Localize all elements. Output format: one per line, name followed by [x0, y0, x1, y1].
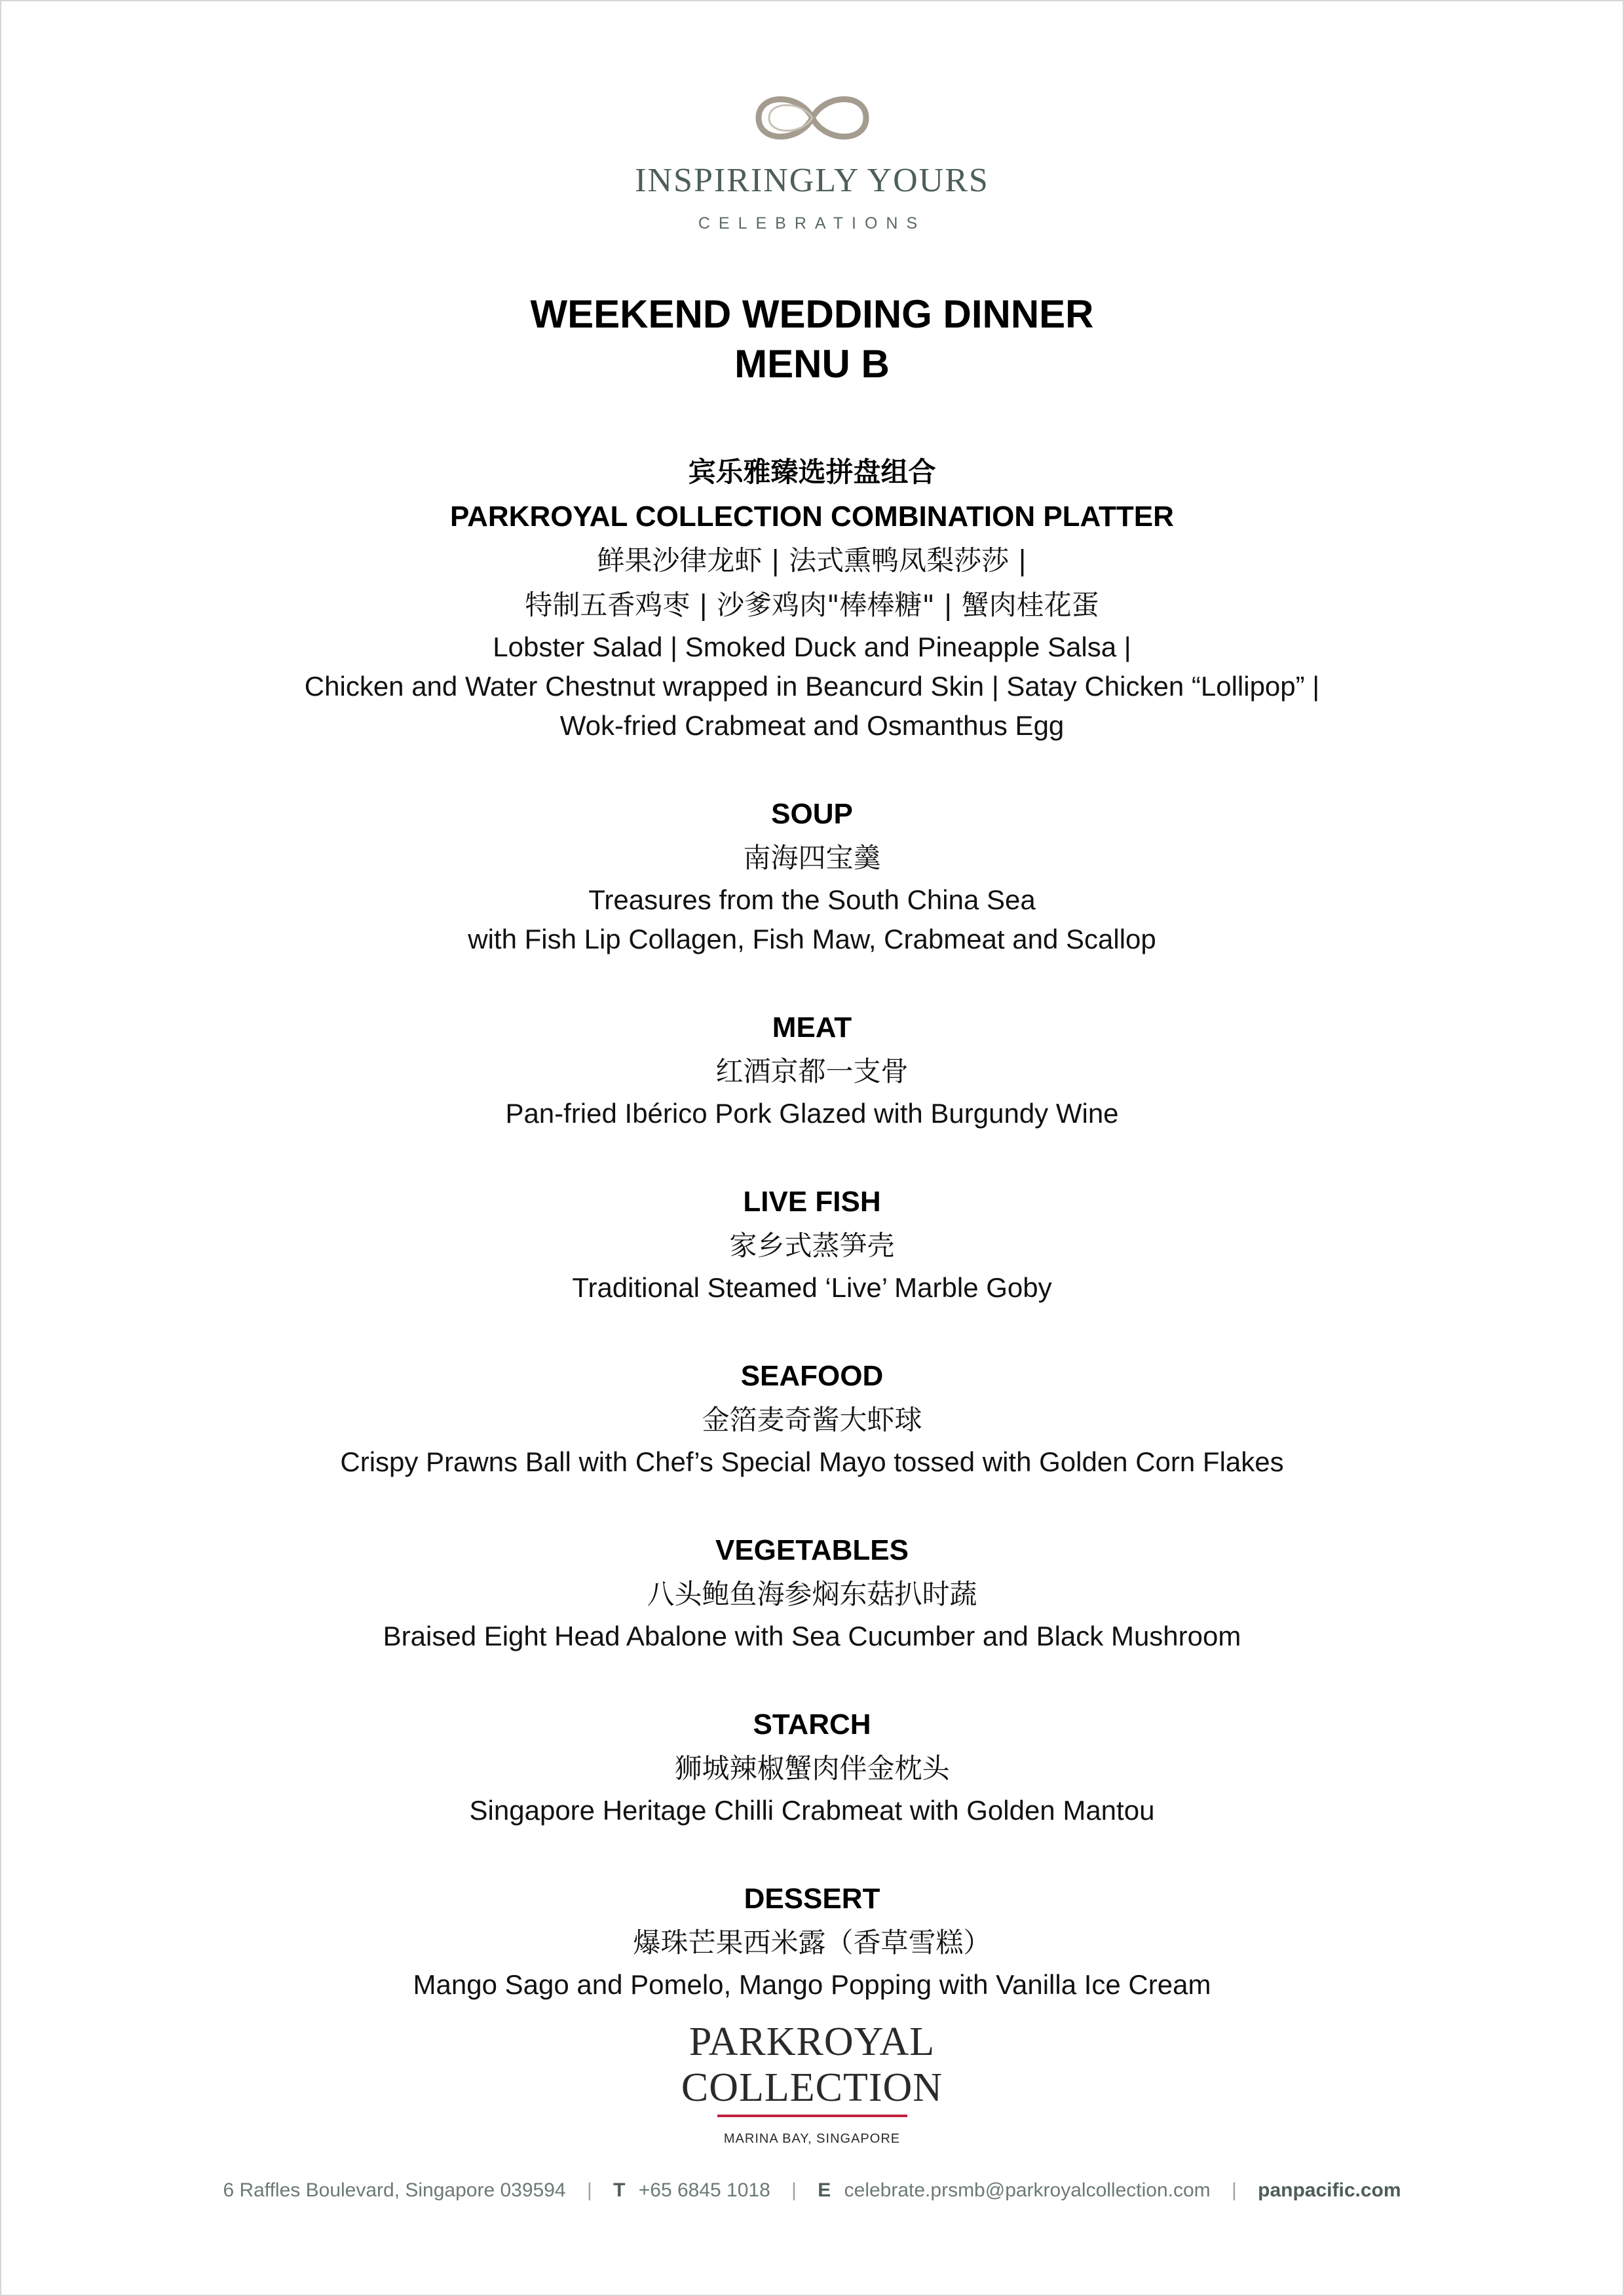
footer-email-link[interactable]: celebrate.prsmb@parkroyalcollection.com: [844, 2179, 1211, 2201]
footer-website-link[interactable]: panpacific.com: [1258, 2179, 1401, 2201]
course-name: DESSERT: [744, 1883, 880, 1915]
course-vegetables: [1, 1529, 1623, 1656]
inspiringly-yours-logo: [1, 86, 1623, 233]
platter-zh-line2: 特制五香鸡枣 | 沙爹鸡肉"棒棒糖" | 蟹肉桂花蛋: [525, 589, 1099, 621]
footer-phone[interactable]: +65 6845 1018: [638, 2179, 770, 2201]
course-description: Braised Eight Head Abalone with Sea Cucumber and Black Mushroom: [383, 1621, 1241, 1651]
course-seafood: [1, 1355, 1623, 1482]
course-name-zh: 八头鲍鱼海参焖东菇扒时蔬: [647, 1578, 977, 1610]
brand-name: INSPIRINGLY YOURS: [635, 162, 989, 199]
course-name: STARCH: [753, 1708, 871, 1741]
footer-separator: |: [791, 2179, 797, 2201]
course-name-zh: 金箔麦奇酱大虾球: [702, 1404, 922, 1436]
footer-address: 6 Raffles Boulevard, Singapore 039594: [223, 2179, 566, 2201]
course-description: Singapore Heritage Chilli Crabmeat with Golden Mantou: [469, 1795, 1155, 1826]
footer-separator: |: [586, 2179, 592, 2201]
course-name: SOUP: [771, 798, 853, 830]
course-name-zh: 红酒京都一支骨: [715, 1055, 909, 1087]
course-name-zh: 狮城辣椒蟹肉伴金枕头: [674, 1752, 950, 1784]
course-name-zh: 家乡式蒸笋壳: [729, 1230, 895, 1262]
course-name: LIVE FISH: [743, 1186, 881, 1218]
course-description: Treasures from the South China Sea: [588, 884, 1036, 915]
email-label: E: [818, 2179, 831, 2201]
hotel-location: MARINA BAY, SINGAPORE: [723, 2132, 901, 2146]
course-description: with Fish Lip Collagen, Fish Maw, Crabmeat and Scallop: [468, 924, 1156, 954]
platter-title-en: PARKROYAL COLLECTION COMBINATION PLATTER: [450, 500, 1174, 533]
course-live-fish: [1, 1180, 1623, 1308]
course-name: MEAT: [772, 1011, 852, 1044]
infinity-icon: [747, 86, 878, 149]
platter-zh-line1: 鲜果沙律龙虾 | 法式熏鸭凤梨莎莎 |: [597, 544, 1027, 576]
platter-title-zh: 宾乐雅臻选拼盘组合: [688, 456, 936, 488]
platter-en-line3: Wok-fried Crabmeat and Osmanthus Egg: [559, 710, 1065, 741]
logo-accent-rule: [717, 2115, 907, 2117]
course-description: Pan-fried Ibérico Pork Glazed with Burgundy Wine: [505, 1098, 1119, 1129]
course-description: Traditional Steamed ‘Live’ Marble Goby: [572, 1272, 1052, 1303]
course-dessert: [1, 1877, 1623, 2004]
course-name: SEAFOOD: [740, 1360, 884, 1392]
menu-content: [1, 290, 1623, 2004]
course-name: VEGETABLES: [715, 1534, 909, 1566]
platter-section: [1, 449, 1623, 745]
platter-en-line2: Chicken and Water Chestnut wrapped in Beancurd Skin | Satay Chicken “Lollipop” |: [304, 671, 1320, 702]
brand-tagline: CELEBRATIONS: [698, 214, 926, 233]
course-description: Crispy Prawns Ball with Chef’s Special Mayo tossed with Golden Corn Flakes: [340, 1446, 1284, 1477]
course-soup: [1, 793, 1623, 959]
course-meat: [1, 1006, 1623, 1133]
phone-label: T: [613, 2179, 626, 2201]
course-name-zh: 爆珠芒果西米露（香草雪糕）: [633, 1927, 991, 1959]
course-starch: [1, 1703, 1623, 1830]
menu-title-line1: WEEKEND WEDDING DINNER: [530, 292, 1094, 336]
parkroyal-collection-logo: [1, 2019, 1623, 2147]
hotel-name-line1: PARKROYAL: [689, 2020, 935, 2064]
course-name-zh: 南海四宝羹: [743, 842, 881, 874]
hotel-name-line2: COLLECTION: [681, 2065, 943, 2110]
menu-title-line2: MENU B: [734, 342, 890, 386]
course-description: Mango Sago and Pomelo, Mango Popping with Vanilla Ice Cream: [413, 1969, 1211, 2000]
contact-footer: [1, 2179, 1623, 2202]
footer-separator: |: [1232, 2179, 1237, 2201]
platter-en-line1: Lobster Salad | Smoked Duck and Pineapple Salsa |: [493, 631, 1131, 662]
